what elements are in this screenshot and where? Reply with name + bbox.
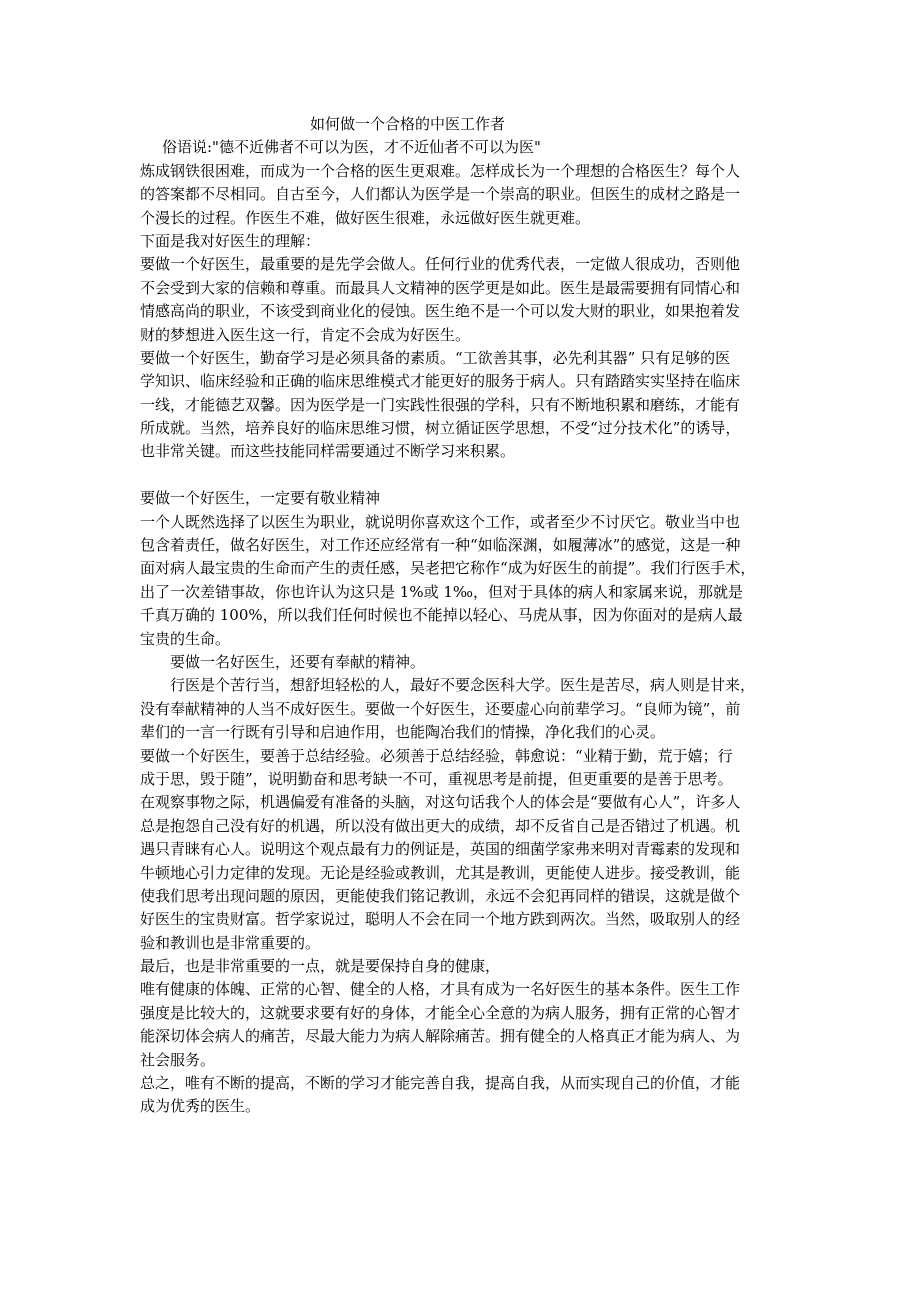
paragraph-line: 也非常关键。而这些技能同样需要通过不断学习来积累。 <box>140 442 516 461</box>
paragraph-line: 千真万确的 100%，所以我们任何时候也不能掉以轻心、马虎从事，因为你面对的是病人最 <box>140 606 743 625</box>
paragraph-line: 总之，唯有不断的提高，不断的学习才能完善自我，提高自我，从而实现自己的价值，才能 <box>140 1074 741 1093</box>
paragraph-line: 成于思，毁于随”，说明勤奋和思考缺一不可，重视思考是前提，但更重要的是善于思考。 <box>140 769 733 788</box>
paragraph-line: 成为优秀的医生。 <box>140 1097 261 1116</box>
paragraph-line: 要做一个好医生，勤奋学习是必须具备的素质。“工欲善其事，必先利其器” 只有足够的医 <box>140 348 731 367</box>
paragraph-line: 使我们思考出现问题的原因，更能使我们铭记教训，永远不会犯再同样的错误，这就是做个 <box>140 886 741 905</box>
paragraph-line: 遇只青睐有心人。说明这个观点最有力的例证是，英国的细菌学家弗来明对青霉素的发现和 <box>140 840 741 859</box>
paragraph-line: 要做一个好医生，最重要的是先学会做人。任何行业的优秀代表，一定做人很成功，否则他 <box>140 255 741 274</box>
indented-line: 要做一名好医生，还要有奉献的精神。 <box>170 652 426 671</box>
paragraph-line: 牛顿地心引力定律的发现。无论是经验或教训，尤其是教训，更能使人进步。接受教训，能 <box>140 863 741 882</box>
paragraph-line: 情感高尚的职业，不该受到商业化的侵蚀。医生绝不是一个可以发大财的职业，如果抱着发 <box>140 302 741 321</box>
paragraph-line: 最后，也是非常重要的一点，就是要保持自身的健康， <box>140 957 501 976</box>
paragraph-line: 要做一个好医生，要善于总结经验。必须善于总结经验，韩愈说：“业精于勤，荒于嬉；行 <box>140 746 733 765</box>
proverb-quote: 俗语说:"德不近佛者不可以为医，才不近仙者不可以为医" <box>162 138 541 157</box>
section-heading: 要做一个好医生，一定要有敬业精神 <box>140 489 381 508</box>
paragraph-line: 所成就。当然，培养良好的临床思维习惯，树立循证医学思想，不受“过分技术化”的诱导， <box>140 419 741 438</box>
paragraph-line: 面对病人最宝贵的生命而产生的责任感，吴老把它称作“成为好医生的前提”。我们行医手术， <box>140 559 756 578</box>
paragraph-line: 的答案都不尽相同。自古至今，人们都认为医学是一个崇高的职业。但医生的成材之路是一 <box>140 185 741 204</box>
paragraph-line: 个漫长的过程。作医生不难，做好医生很难，永远做好医生就更难。 <box>140 208 591 227</box>
paragraph-line: 炼成钢铁很困难，而成为一个合格的医生更艰难。怎样成长为一个理想的合格医生？每个人 <box>140 161 741 180</box>
paragraph-line: 验和教训也是非常重要的。 <box>140 933 321 952</box>
paragraph-line: 辈们的一言一行既有引导和启迪作用，也能陶冶我们的情操，净化我们的心灵。 <box>140 723 666 742</box>
blank-line <box>140 464 790 487</box>
paragraph-line: 包含着责任，做名好医生，对工作还应经常有一种“如临深渊，如履薄冰”的感觉，这是一种 <box>140 536 741 555</box>
paragraph-line: 学知识、临床经验和正确的临床思维模式才能更好的服务于病人。只有踏踏实实坚持在临床 <box>140 372 741 391</box>
paragraph-line: 没有奉献精神的人当不成好医生。要做一个好医生，还要虚心向前辈学习。“良师为镜”，前 <box>140 699 741 718</box>
paragraph-line: 出了一次差错事故，你也许认为这只是 1%或 1‰，但对于具体的病人和家属来说，那就是 <box>140 582 744 601</box>
paragraph-line: 唯有健康的体魄、正常的心智、健全的人格，才具有成为一名好医生的基本条件。医生工作 <box>140 980 741 999</box>
paragraph-line: 总是抱怨自己没有好的机遇，所以没有做出更大的成绩，却不反省自己是否错过了机遇。机 <box>140 816 741 835</box>
paragraph-line: 好医生的宝贵财富。哲学家说过，聪明人不会在同一个地方跌到两次。当然，吸取别人的经 <box>140 910 741 929</box>
paragraph-line: 强度是比较大的，这就要求要有好的身体，才能全心全意的为病人服务，拥有正常的心智才 <box>140 1003 741 1022</box>
paragraph-line: 不会受到大家的信赖和尊重。而最具人文精神的医学更是如此。医生是最需要拥有同情心和 <box>140 278 741 297</box>
paragraph-line: 一个人既然选择了以医生为职业，就说明你喜欢这个工作，或者至少不讨厌它。敬业当中也 <box>140 512 741 531</box>
paragraph-line: 宝贵的生命。 <box>140 629 231 648</box>
paragraph-line: 能深切体会病人的痛苦，尽最大能力为病人解除痛苦。拥有健全的人格真正才能为病人、为 <box>140 1027 741 1046</box>
section-intro: 下面是我对好医生的理解： <box>140 231 321 250</box>
paragraph-line: 在观察事物之际，机遇偏爱有准备的头脑，对这句话我个人的体会是“要做有心人”，许多人 <box>140 793 741 812</box>
paragraph-line: 社会服务。 <box>140 1050 216 1069</box>
paragraph-line: 财的梦想进入医生这一行，肯定不会成为好医生。 <box>140 325 471 344</box>
document-body <box>140 113 790 1119</box>
indented-line: 行医是个苦行当，想舒坦轻松的人，最好不要念医科大学。医生是苦尽，病人则是甘来， <box>170 676 756 695</box>
paragraph-line: 一线，才能德艺双馨。因为医学是一门实践性很强的学科，只有不断地积累和磨练，才能有 <box>140 395 741 414</box>
document-title: 如何做一个合格的中医工作者 <box>310 115 506 133</box>
